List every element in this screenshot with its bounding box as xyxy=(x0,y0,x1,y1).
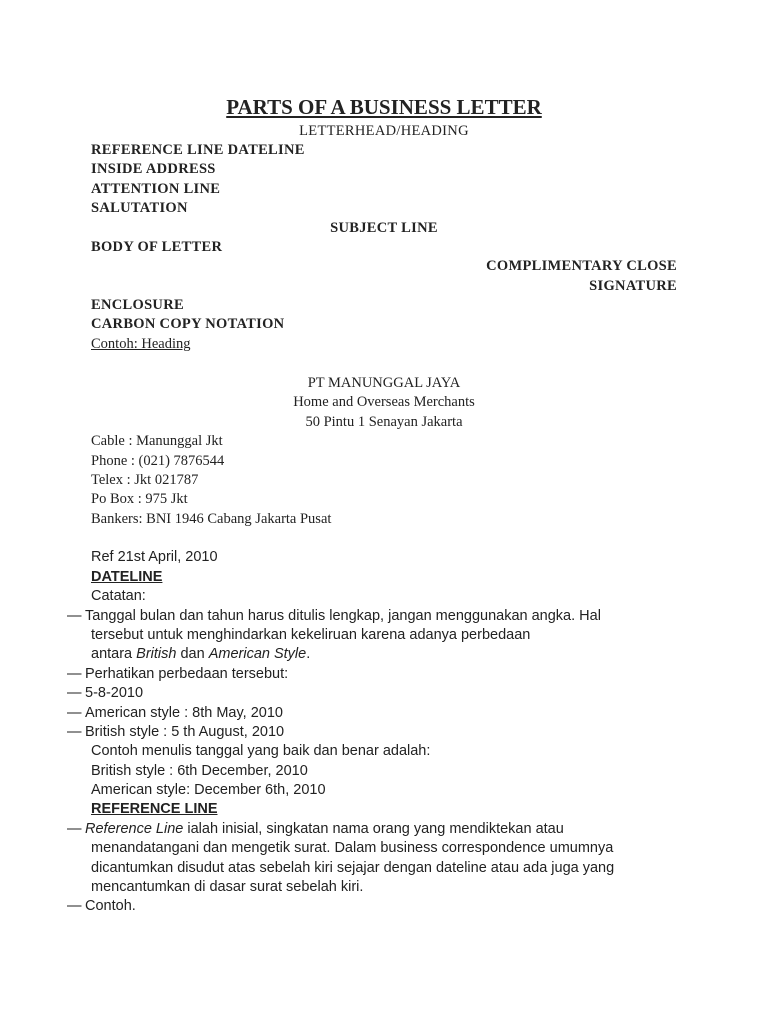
date-example-american: American style: December 6th, 2010 xyxy=(91,782,326,798)
dash-bullet: — xyxy=(67,666,82,682)
dash-bullet: — xyxy=(67,724,82,740)
text-fragment: dan xyxy=(176,646,209,662)
dateline-bullet-5-text: British style : 5 th August, 2010 xyxy=(85,724,285,740)
company-name: PT MANUNGGAL JAYA xyxy=(307,375,461,391)
part-body: BODY OF LETTER xyxy=(91,239,223,255)
part-inside-address: INSIDE ADDRESS xyxy=(91,161,216,177)
company-cable: Cable : Manunggal Jkt xyxy=(91,433,223,449)
dateline-bullet-2 xyxy=(67,665,288,683)
company-address: 50 Pintu 1 Senayan Jakarta xyxy=(305,414,463,430)
dateline-bullet-4-text: American style : 8th May, 2010 xyxy=(85,705,283,721)
company-telex: Telex : Jkt 021787 xyxy=(91,472,199,488)
reference-example: Ref 21st April, 2010 xyxy=(91,549,218,565)
dateline-bullet-3 xyxy=(67,684,143,702)
dash-bullet: — xyxy=(67,821,82,837)
part-letterhead: LETTERHEAD/HEADING xyxy=(299,123,469,139)
part-attention-line: ATTENTION LINE xyxy=(91,181,221,197)
company-phone: Phone : (021) 7876544 xyxy=(91,453,225,469)
reference-bullet-1 xyxy=(67,820,564,838)
dateline-bullet-1-line-1: Tanggal bulan dan tahun harus ditulis lengkap, jangan menggunakan angka. Hal xyxy=(85,608,601,624)
text-american-italic: American Style xyxy=(208,646,307,662)
company-bankers: Bankers: BNI 1946 Cabang Jakarta Pusat xyxy=(91,511,332,527)
company-tagline: Home and Overseas Merchants xyxy=(293,394,475,410)
dash-bullet: — xyxy=(67,898,82,914)
dateline-bullet-1-line-3 xyxy=(91,645,310,663)
dateline-bullet-1-line-2: tersebut untuk menghindarkan kekeliruan karena adanya perbedaan xyxy=(91,627,531,643)
heading-example-label: Contoh: Heading xyxy=(91,336,191,352)
part-salutation: SALUTATION xyxy=(91,200,188,216)
part-complimentary-close: COMPLIMENTARY CLOSE xyxy=(486,258,677,274)
text-fragment: antara xyxy=(91,646,137,662)
date-example-british: British style : 6th December, 2010 xyxy=(91,763,308,779)
part-enclosure: ENCLOSURE xyxy=(91,297,184,313)
dash-bullet: — xyxy=(67,608,82,624)
reference-bullet-1-line-3: dicantumkan disudut atas sebelah kiri sejajar dengan dateline atau ada juga yang xyxy=(91,860,615,876)
reference-bullet-1-line-1: ialah inisial, singkatan nama orang yang mendiktekan atau xyxy=(183,821,564,837)
reference-line-heading: REFERENCE LINE xyxy=(91,801,218,817)
page-title: PARTS OF A BUSINESS LETTER xyxy=(226,95,542,119)
dateline-bullet-3-text: 5-8-2010 xyxy=(85,685,144,701)
dateline-bullet-2-text: Perhatikan perbedaan tersebut: xyxy=(85,666,289,682)
text-fragment: . xyxy=(306,646,311,662)
reference-bullet-1-line-2: menandatangani dan mengetik surat. Dalam business correspondence umumnya xyxy=(91,840,614,856)
dateline-heading: DATELINE xyxy=(91,569,163,585)
dateline-bullet-1 xyxy=(67,607,601,625)
dateline-bullet-4 xyxy=(67,704,283,722)
reference-bullet-2 xyxy=(67,897,136,915)
text-reference-line-italic: Reference Line xyxy=(85,821,184,837)
part-reference-dateline: REFERENCE LINE DATELINE xyxy=(91,142,305,158)
reference-bullet-2-text: Contoh. xyxy=(85,898,136,914)
part-signature: SIGNATURE xyxy=(589,278,677,294)
text-british-italic: British xyxy=(136,646,177,662)
part-subject-line: SUBJECT LINE xyxy=(330,220,438,236)
dash-bullet: — xyxy=(67,705,82,721)
dateline-note-label: Catatan: xyxy=(91,588,146,604)
dateline-bullet-5 xyxy=(67,723,284,741)
company-pobox: Po Box : 975 Jkt xyxy=(91,491,188,507)
part-carbon-copy: CARBON COPY NOTATION xyxy=(91,316,285,332)
date-example-intro: Contoh menulis tanggal yang baik dan benar adalah: xyxy=(91,743,431,759)
dash-bullet: — xyxy=(67,685,82,701)
reference-bullet-1-line-4: mencantumkan di dasar surat sebelah kiri. xyxy=(91,879,364,895)
